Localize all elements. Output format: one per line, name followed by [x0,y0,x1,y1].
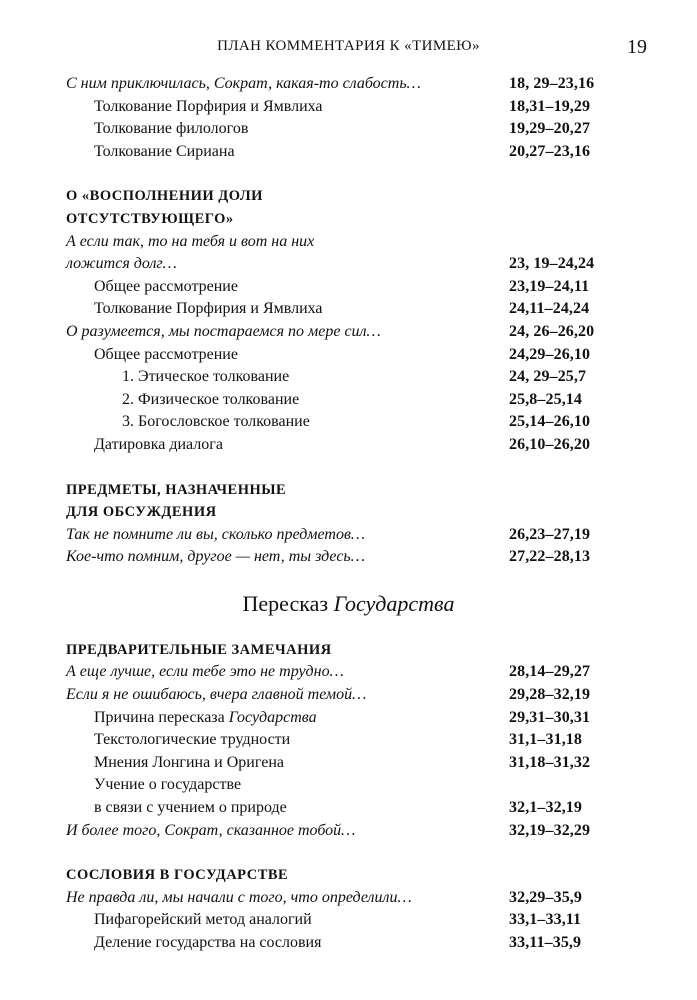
entry-reference: 18,31–19,29 [509,97,591,115]
spacer [66,842,646,864]
entry-reference: 26,23–27,19 [509,525,591,543]
toc-entry [66,118,646,141]
toc-section-heading [66,639,646,662]
toc-entry-quote [66,684,646,707]
toc-entry-quote [66,546,646,569]
toc-entry [66,344,646,367]
entry-reference: 31,18–31,32 [509,753,591,771]
entry-label: 2. Физическое толкование [122,390,300,408]
entry-label: Учение о государстве [94,776,242,794]
toc-entry-quote [66,231,646,254]
entry-label: Общее рассмотрение [94,277,238,295]
toc-entry-quote [66,820,646,843]
entry-reference: 26,10–26,20 [509,435,591,453]
running-title: ПЛАН КОММЕНТАРИЯ К «ТИМЕЮ» [217,38,480,54]
toc-subentry [66,366,646,389]
entry-label: Толкование Порфирия и Ямвлиха [94,97,323,115]
toc-entry [66,774,646,797]
toc-section-heading [66,501,646,524]
entry-reference: 32,19–32,29 [509,821,591,839]
entry-reference: 24,11–24,24 [509,300,590,318]
toc-entry [66,707,646,730]
toc-entry [66,752,646,775]
entry-label: А если так, то на тебя и вот на них [66,232,315,250]
entry-label: 3. Богословское толкование [122,413,310,431]
entry-reference: 29,31–30,31 [509,708,591,726]
toc-entry-quote [66,661,646,684]
heading-label: ПРЕДМЕТЫ, НАЗНАЧЕННЫЕ [66,481,287,498]
toc-entry [66,298,646,321]
entry-label: Текстологические трудности [94,731,291,749]
toc-subentry [66,389,646,412]
toc-entry [66,434,646,457]
heading-label: О «ВОСПОЛНЕНИИ ДОЛИ [66,188,263,205]
toc-entry [66,96,646,119]
entry-reference: 24, 26–26,20 [509,322,595,340]
entry-reference: 33,11–35,9 [509,934,582,951]
toc-entry-quote [66,887,646,910]
section-title-plain: Пересказ [242,590,334,616]
entry-reference: 19,29–20,27 [509,120,591,138]
toc-subentry [66,411,646,434]
toc-entry [66,909,646,932]
entry-reference: 24,29–26,10 [509,345,591,363]
entry-label: Толкование Сириана [94,142,235,160]
entry-reference: 33,1–33,11 [509,911,582,929]
entry-label: Не правда ли, мы начали с того, что определили… [66,888,412,906]
running-header [0,36,697,60]
toc-entry [66,729,646,752]
entry-label: Толкование филологов [94,120,249,138]
entry-label: О разумеется, мы постараемся по мере сил… [66,322,381,340]
toc-section-heading [66,208,646,231]
entry-label: Кое-что помним, другое — нет, ты здесь… [66,548,365,566]
spacer [66,163,646,185]
entry-label: С ним приключилась, Сократ, какая-то слабость… [66,75,421,92]
entry-reference: 32,29–35,9 [509,888,582,906]
toc-entry-quote [66,253,646,276]
entry-label: в связи с учением о природе [94,799,287,817]
entry-reference: 31,1–31,18 [509,731,582,749]
page-number: 19 [627,36,647,58]
entry-label: Деление государства на сословия [94,934,322,951]
entry-reference: 28,14–29,27 [509,663,591,681]
entry-label: И более того, Сократ, сказанное тобой… [66,821,356,839]
entry-reference: 18, 29–23,16 [509,75,595,92]
heading-label: ДЛЯ ОБСУЖДЕНИЯ [66,504,217,521]
toc-entry-quote [66,524,646,547]
entry-label: Мнения Лонгина и Оригена [94,753,284,771]
entry-label: Так не помните ли вы, сколько предметов… [66,525,366,543]
toc-entry-quote [66,321,646,344]
entry-label: А еще лучше, если тебе это не трудно… [66,663,344,681]
entry-reference: 23,19–24,11 [509,277,590,295]
toc-entry [66,932,646,955]
entry-reference: 27,22–28,13 [509,548,591,566]
section-title-italic: Государства [333,590,455,616]
entry-label: Если я не ошибаюсь, вчера главной темой… [66,686,367,704]
entry-reference: 25,14–26,10 [509,413,591,431]
heading-label: ОТСУТСТВУЮЩЕГО» [66,210,234,227]
entry-reference: 23, 19–24,24 [509,255,595,273]
section-title [0,569,697,639]
table-of-contents [66,73,646,955]
toc-entry [66,797,646,820]
entry-label-italic: Государства [228,708,317,726]
entry-label: ложится долг… [66,255,177,273]
toc-section-heading [66,185,646,208]
entry-label: Пифагорейский метод аналогий [94,911,312,929]
toc-section-heading [66,864,646,887]
spacer [66,457,646,479]
heading-label: СОСЛОВИЯ В ГОСУДАРСТВЕ [66,867,289,884]
entry-reference: 25,8–25,14 [509,390,582,408]
entry-label: Толкование Порфирия и Ямвлиха [94,300,323,318]
entry-label: Датировка диалога [94,435,223,453]
entry-reference: 20,27–23,16 [509,142,591,160]
entry-reference: 32,1–32,19 [509,799,582,817]
toc-section-heading [66,479,646,502]
heading-label: ПРЕДВАРИТЕЛЬНЫЕ ЗАМЕЧАНИЯ [66,641,332,658]
entry-reference: 29,28–32,19 [509,686,591,704]
entry-label: Общее рассмотрение [94,345,238,363]
entry-label [94,707,317,730]
toc-entry [66,141,646,164]
entry-label: 1. Этическое толкование [122,368,290,386]
entry-label-plain: Причина пересказа [94,708,229,726]
toc-entry-quote [66,73,646,96]
toc-entry [66,276,646,299]
entry-reference: 24, 29–25,7 [509,368,587,386]
